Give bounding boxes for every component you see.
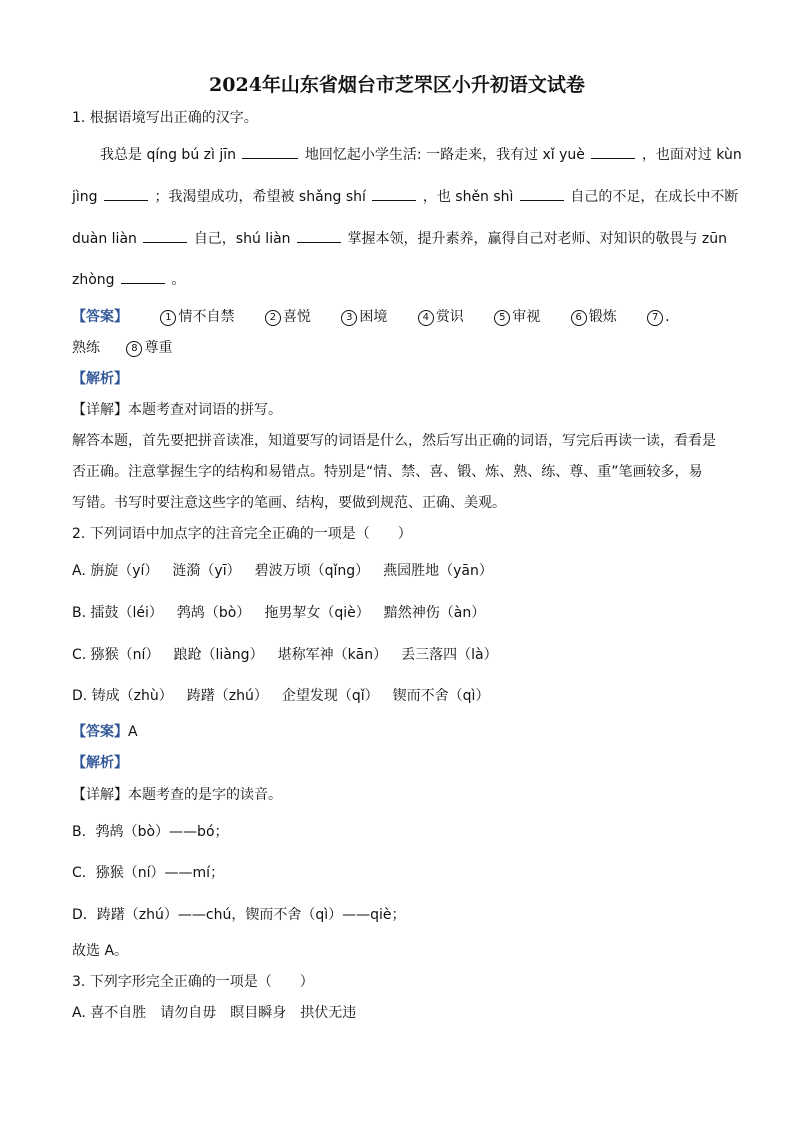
circled-number: 6: [571, 310, 587, 326]
circled-number: 3: [341, 310, 357, 326]
q1-answer-8: 8 尊重: [126, 337, 172, 359]
answer-tag: 【答案】: [72, 724, 128, 740]
q1-text: duàn liàn: [72, 231, 137, 247]
q1-text: 掌握本领，提升素养，赢得自己对老师、对知识的敬畏与 zūn: [347, 231, 727, 247]
q2-explanation-d: D．踌躇（zhú）——chú，锲而不舍（qì）——qiè；: [72, 907, 406, 923]
page-title: 2024年山东省烟台市芝罘区小升初语文试卷: [209, 74, 585, 96]
q1-passage-line-1: [100, 144, 742, 166]
answer-tag: 【答案】: [72, 309, 128, 325]
answer-blank[interactable]: [143, 228, 187, 243]
q1-answer-3: 3 困境: [341, 306, 387, 328]
q2-detail: 【详解】本题考查的是字的读音。: [72, 787, 282, 803]
q2-option-a[interactable]: A. 旃旋（yí） 涟漪（yī） 碧波万顷（qǐng） 燕园胜地（yān）: [72, 563, 493, 579]
q2-stem: 2. 下列词语中加点字的注音完全正确的一项是（ ）: [72, 526, 412, 542]
q1-passage-line-3: [72, 228, 734, 250]
q1-answer-4: 4 赏识: [418, 306, 464, 328]
circled-number: 5: [494, 310, 510, 326]
q1-stem: 1. 根据语境写出正确的汉字。: [72, 110, 258, 126]
q1-passage-line-4: [72, 269, 734, 291]
q1-text: zhòng: [72, 272, 115, 288]
q1-explanation-1: 解答本题，首先要把拼音读准，知道要写的词语是什么，然后写出正确的词语，写完后再读一读，看看是: [72, 433, 716, 449]
q3-stem: 3. 下列字形完全正确的一项是（ ）: [72, 974, 314, 990]
q1-answer-2: 2 喜悦: [265, 306, 311, 328]
q1-text: 自己的不足，在成长中不断: [570, 189, 739, 205]
q1-text: ，也 shěn shì: [422, 189, 514, 205]
q1-text: ，也面对过 kùn: [641, 147, 742, 163]
answer-blank[interactable]: [104, 186, 148, 201]
q1-text: 地回忆起小学生活: 一路走来，我有过 xǐ yuè: [304, 147, 585, 163]
circled-number: 8: [126, 341, 142, 357]
q2-option-c[interactable]: C. 猕猴（ní） 踉跄（liàng） 堪称军神（kān） 丢三落四（là）: [72, 647, 498, 663]
q1-text: 。: [171, 272, 186, 288]
q2-conclusion: 故选 A。: [72, 943, 129, 959]
q1-answer-1: 1 情不自禁: [160, 306, 234, 328]
circled-number: 7: [647, 310, 663, 326]
q2-answer-line: [72, 721, 734, 743]
q1-answer-line: [72, 306, 734, 328]
analysis-tag: 【解析】: [72, 371, 128, 387]
detail-tag: 【详解】: [72, 402, 128, 418]
analysis-tag: 【解析】: [72, 755, 128, 771]
answer-blank[interactable]: [297, 228, 341, 243]
circled-number: 2: [265, 310, 281, 326]
q1-text: 我总是 qíng bú zì jīn: [100, 147, 236, 163]
answer-blank[interactable]: [242, 144, 298, 159]
q1-answer-7-text: 熟练: [72, 340, 100, 356]
answer-blank[interactable]: [520, 186, 564, 201]
q1-detail: 【详解】本题考查对词语的拼写。: [72, 402, 282, 418]
q1-passage-line-2: [72, 186, 739, 208]
q1-explanation-3: 写错。书写时要注意这些字的笔画、结构，要做到规范、正确、美观。: [72, 495, 506, 511]
q2-explanation-c: C．猕猴（ní）——mí；: [72, 865, 225, 881]
q2-answer: A: [128, 724, 138, 740]
answer-blank[interactable]: [121, 269, 165, 284]
answer-blank[interactable]: [372, 186, 416, 201]
q2-option-b[interactable]: B. 擂鼓（léi） 鹁鸪（bò） 拖男挈女（qiè） 黯然神伤（àn）: [72, 605, 486, 621]
circled-number: 4: [418, 310, 434, 326]
q1-answer-6: 6 锻炼: [571, 306, 617, 328]
q2-explanation-b: B．鹁鸪（bò）——bó；: [72, 824, 229, 840]
q2-option-d[interactable]: D. 铸成（zhù） 踌躇（zhú） 企望发现（qǐ） 锲而不舍（qì）: [72, 688, 490, 704]
q1-text: jìng: [72, 189, 98, 205]
q1-answer-7: 7 .: [647, 306, 669, 328]
q3-option-a[interactable]: A. 喜不自胜 请勿自毋 瞑目瞬身 拱伏无违: [72, 1005, 357, 1021]
answer-blank[interactable]: [591, 144, 635, 159]
q1-text: ；我渴望成功，希望被 shǎng shí: [154, 189, 366, 205]
q1-explanation-2: 否正确。注意掌握生字的结构和易错点。特别是“情、禁、喜、锻、炼、熟、练、尊、重”笔画较多，易: [72, 464, 703, 480]
circled-number: 1: [160, 310, 176, 326]
q1-answer-5: 5 审视: [494, 306, 540, 328]
q1-answer-line-2: [72, 337, 734, 359]
q1-text: 自己，shú liàn: [193, 231, 291, 247]
detail-tag: 【详解】: [72, 787, 128, 803]
